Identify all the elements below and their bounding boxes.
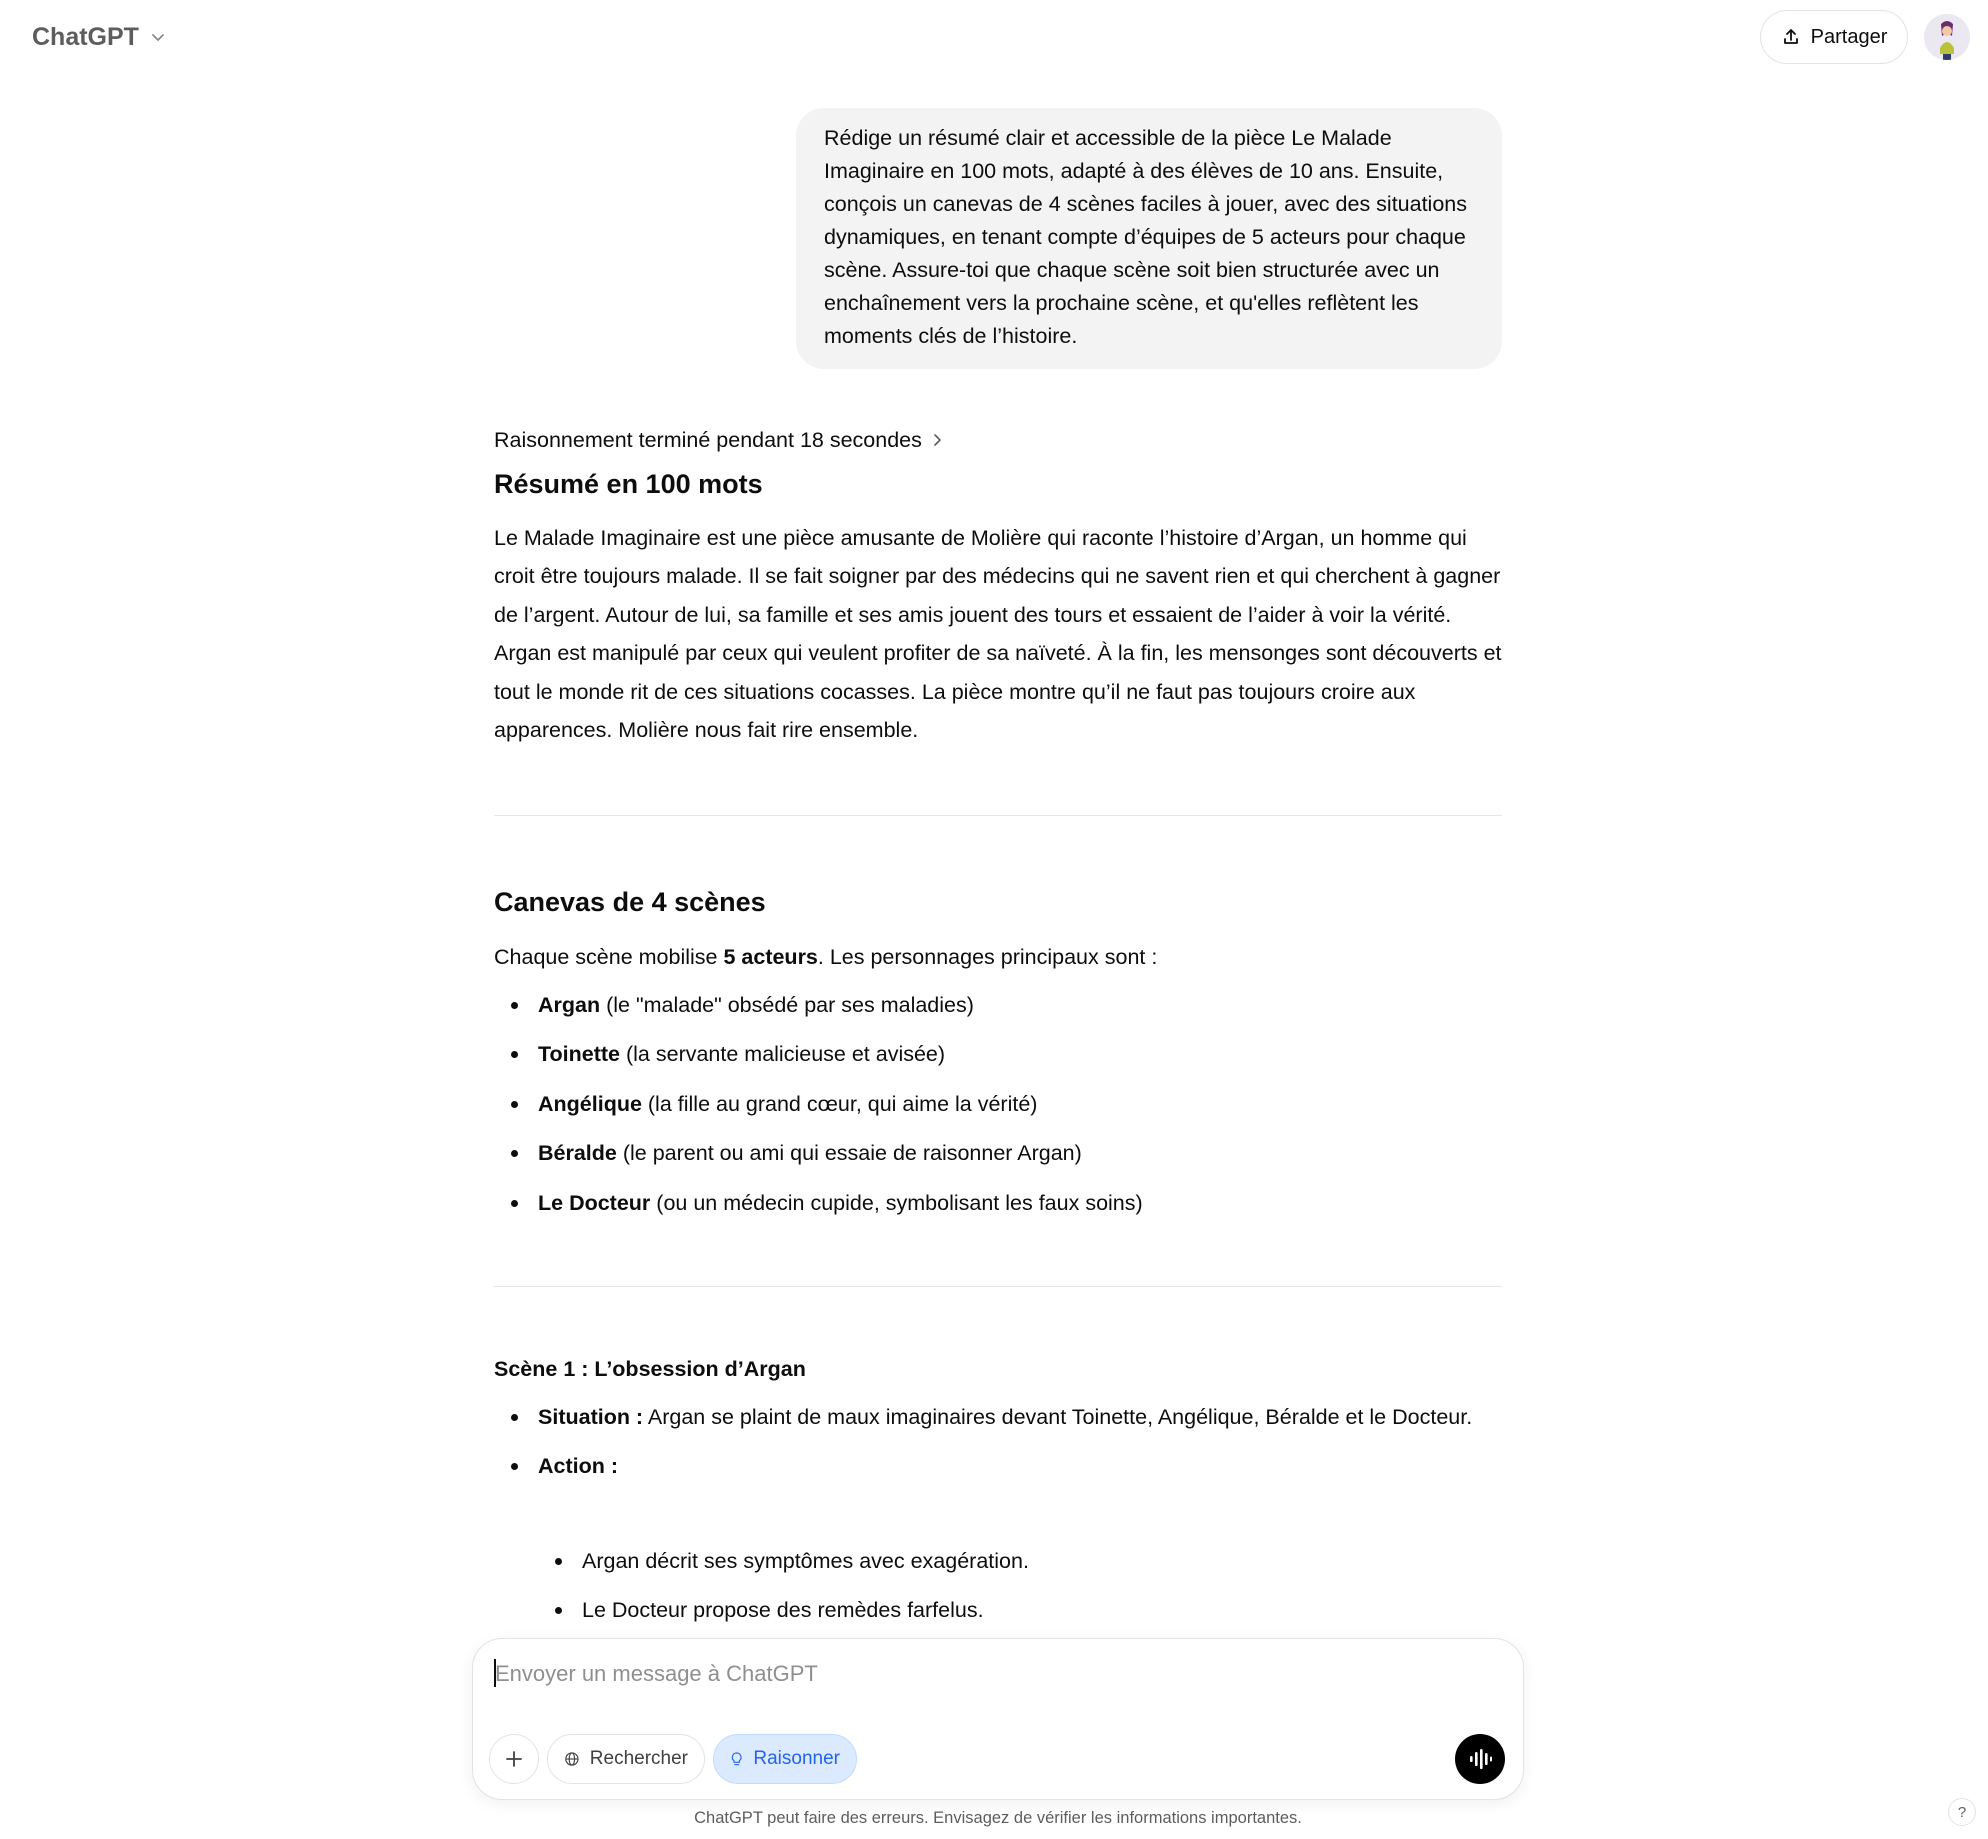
divider <box>494 815 1502 816</box>
message-composer <box>472 1638 1524 1800</box>
model-name: ChatGPT <box>32 22 139 51</box>
canvas-intro-bold: 5 acteurs <box>723 945 818 969</box>
character-desc: (le "malade" obsédé par ses maladies) <box>600 993 974 1017</box>
user-message-bubble: Rédige un résumé clair et accessible de la pièce Le Malade Imaginaire en 100 mots, adapté à des élèves de 10 ans. Ensuite, conçois un canevas de 4 scènes faciles à jouer, avec des situations dynamiques, en tenant compte d’équipes de 5 acteurs pour chaque scène. Assure-toi que chaque scène soit bien structurée avec un enchaînement vers la prochaine scène, et qu'elles reflètent les moments clés de l’histoire. <box>796 108 1502 369</box>
character-name: Angélique <box>538 1091 642 1116</box>
voice-mode-button[interactable] <box>1455 1734 1505 1784</box>
reason-label: Raisonner <box>753 1748 840 1769</box>
help-button[interactable]: ? <box>1948 1798 1976 1826</box>
top-bar <box>0 0 1988 74</box>
share-label: Partager <box>1810 25 1888 48</box>
disclaimer: ChatGPT peut faire des erreurs. Envisagez de vérifier les informations importantes. <box>694 1809 1302 1827</box>
globe-icon <box>564 1748 580 1770</box>
search-label: Rechercher <box>589 1748 688 1769</box>
situation-label: Situation : <box>538 1405 644 1429</box>
list-item <box>494 1085 1502 1123</box>
canvas-intro-post: . Les personnages principaux sont : <box>817 945 1158 969</box>
search-button[interactable] <box>547 1734 705 1784</box>
voice-waveform-icon <box>1467 1746 1493 1772</box>
list-item <box>494 1134 1502 1172</box>
character-name: Toinette <box>538 1042 621 1067</box>
characters-list <box>494 986 1502 1233</box>
reasoning-toggle[interactable] <box>494 425 944 455</box>
plus-icon <box>503 1748 525 1770</box>
summary-text: Le Malade Imaginaire est une pièce amusante de Molière qui raconte l’histoire d’Argan, un homme qui croit être toujours malade. Il se fait soigner par des médecins qui ne savent rien et qui cherchent à gagner de l’argent. Autour de lui, sa famille et ses amis jouent des tours et essaient de l’aider à voir la vérité. Argan est manipulé par ceux qui veulent profiter de sa naïveté. À la fin, les mensonges sont découverts et tout le monde rit de ces situations cocasses. La pièce montre qu’il ne faut pas toujours croire aux apparences. Molière nous fait rire ensemble. <box>494 526 1502 743</box>
share-button[interactable] <box>1760 10 1908 64</box>
list-item <box>494 1035 1502 1073</box>
list-item <box>494 1398 1502 1436</box>
summary-heading: Résumé en 100 mots <box>494 469 763 499</box>
text-caret <box>494 1659 496 1687</box>
list-item <box>494 986 1502 1024</box>
avatar[interactable] <box>1924 14 1970 60</box>
list-item: Le Docteur propose des remèdes farfelus. <box>494 1591 1502 1629</box>
character-name: Béralde <box>538 1141 617 1166</box>
list-item <box>494 1447 1502 1485</box>
situation-text: Argan se plaint de maux imaginaires devant Toinette, Angélique, Béralde et le Docteur. <box>643 1405 1473 1429</box>
attach-button[interactable] <box>489 1734 539 1784</box>
reasoning-label: Raisonnement terminé pendant 18 secondes <box>494 427 922 452</box>
character-name: Le Docteur <box>538 1190 651 1215</box>
canvas-intro-pre: Chaque scène mobilise <box>494 945 724 969</box>
lightbulb-icon <box>730 1747 743 1771</box>
canvas-intro <box>494 938 1502 976</box>
canvas-heading: Canevas de 4 scènes <box>494 887 766 917</box>
model-selector[interactable] <box>20 14 179 60</box>
scene-1-list <box>494 1398 1502 1497</box>
character-desc: (la fille au grand cœur, qui aime la vérité) <box>641 1091 1038 1116</box>
share-icon <box>1781 27 1801 47</box>
list-item: Argan décrit ses symptômes avec exagération. <box>494 1542 1502 1580</box>
divider <box>494 1286 1502 1287</box>
action-label: Action : <box>538 1454 619 1479</box>
chevron-right-icon <box>932 432 944 448</box>
character-name: Argan <box>538 993 601 1017</box>
user-avatar-icon <box>1924 14 1970 60</box>
character-desc: (la servante malicieuse et avisée) <box>620 1042 946 1067</box>
list-item <box>494 1184 1502 1222</box>
scene-1-title: Scène 1 : L’obsession d’Argan <box>494 1357 806 1381</box>
reason-button[interactable] <box>713 1734 857 1784</box>
message-input[interactable] <box>495 1655 1475 1693</box>
character-desc: (ou un médecin cupide, symbolisant les faux soins) <box>650 1190 1143 1215</box>
chevron-down-icon <box>149 28 167 46</box>
character-desc: (le parent ou ami qui essaie de raisonner Argan) <box>616 1141 1082 1166</box>
scene-1-actions <box>494 1542 1502 1641</box>
